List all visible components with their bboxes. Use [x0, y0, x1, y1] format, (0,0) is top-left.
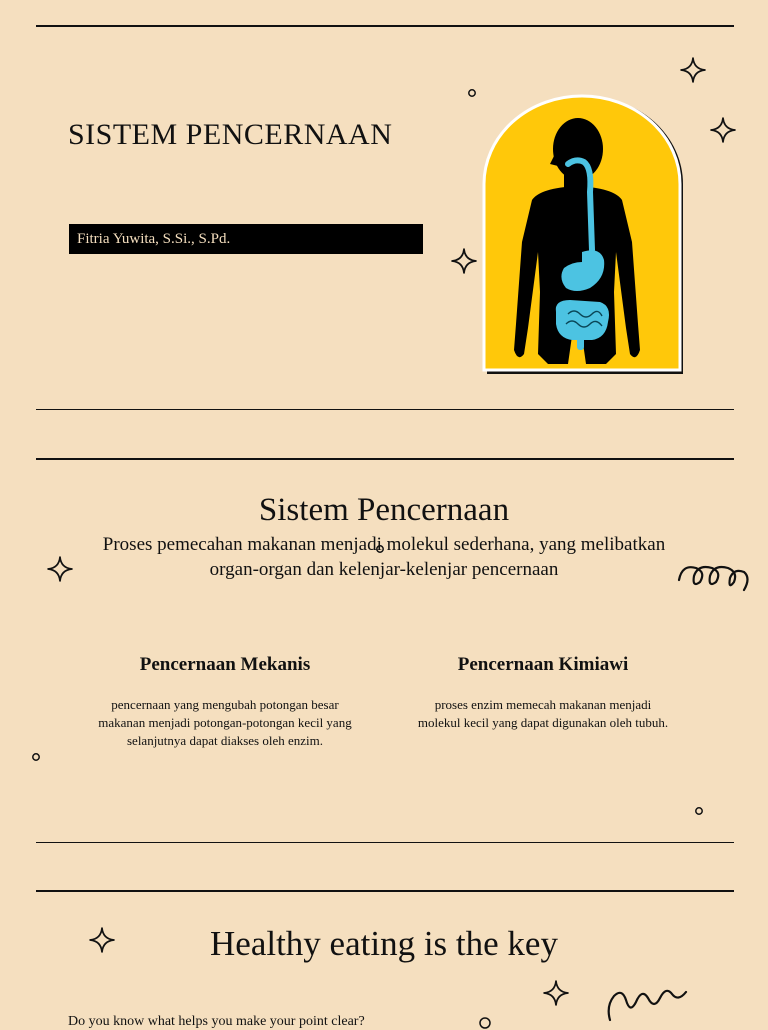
author-name: Fitria Yuwita, S.Si., S.Pd.	[77, 231, 231, 247]
slide2-top-rule	[36, 458, 734, 460]
wave-squiggle-icon	[604, 980, 690, 1024]
circle-icon	[694, 806, 704, 816]
sparkle-icon	[451, 248, 477, 274]
slide3-body-text: Do you know what helps you make your point clear?	[68, 1014, 365, 1029]
loop-squiggle-icon	[676, 558, 752, 598]
slide1-top-rule	[36, 25, 734, 27]
digestive-system-illustration	[480, 92, 690, 378]
sparkle-icon	[89, 927, 115, 953]
sparkle-icon	[710, 117, 736, 143]
sparkle-icon	[543, 980, 569, 1006]
slide2-subtitle: Proses pemecahan makanan menjadi molekul sederhana, yang melibatkan organ-organ dan kelenjar-kelenjar pencernaan	[102, 534, 666, 580]
author-bar	[69, 224, 423, 254]
chemical-digestion-text: proses enzim memecah makanan menjadi molekul kecil yang dapat digunakan oleh tubuh.	[417, 697, 669, 730]
slide2-bottom-rule	[36, 842, 734, 843]
slide1-bottom-rule	[36, 409, 734, 410]
slide1-title: SISTEM PENCERNAAN	[68, 118, 393, 151]
mechanical-digestion-title: Pencernaan Mekanis	[139, 654, 311, 675]
circle-icon	[478, 1016, 492, 1030]
sparkle-icon	[680, 57, 706, 83]
sparkle-icon	[47, 556, 73, 582]
chemical-digestion-title: Pencernaan Kimiawi	[457, 654, 629, 675]
circle-icon	[467, 88, 477, 98]
circle-icon	[375, 544, 385, 554]
slide3-title: Healthy eating is the key	[210, 924, 558, 963]
mechanical-digestion-text: pencernaan yang mengubah potongan besar makanan menjadi potongan-potongan kecil yang selanjutnya dapat diakses oleh enzim.	[98, 697, 352, 748]
slide2-title: Sistem Pencernaan	[258, 492, 510, 528]
slide3-top-rule	[36, 890, 734, 892]
circle-icon	[31, 752, 41, 762]
